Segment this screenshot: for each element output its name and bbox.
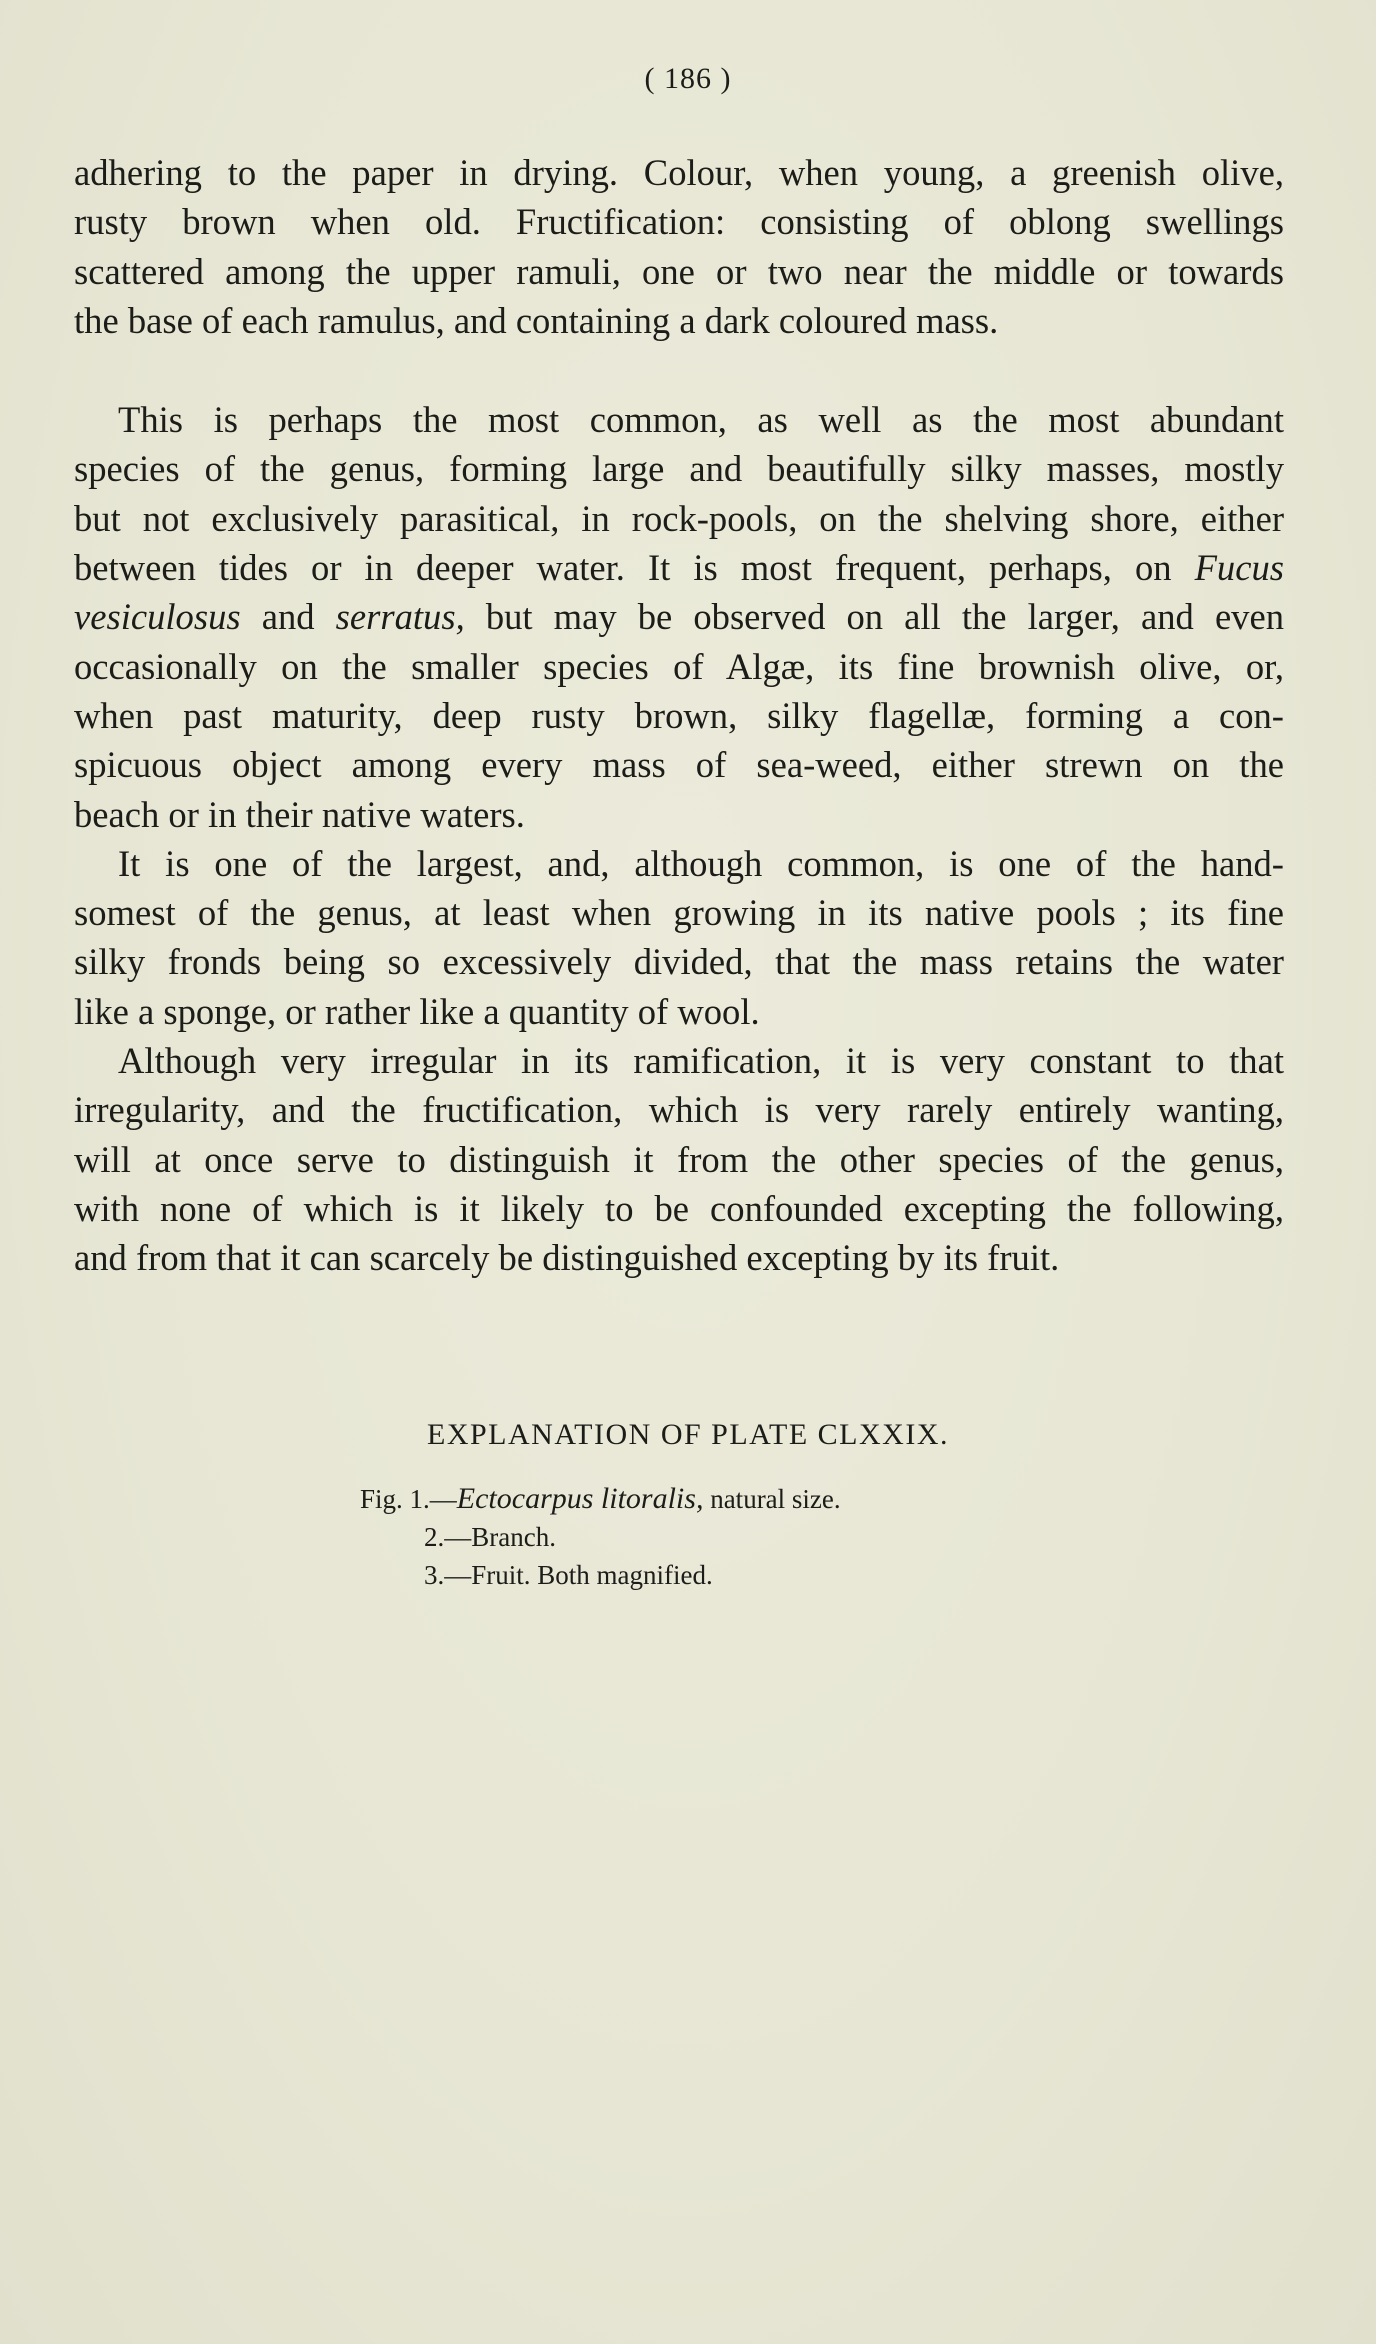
caption-prefix: Fig. 1.— [360,1484,457,1514]
figure-caption-2: 2.—Branch. [424,1522,556,1552]
text-line: irregularity, and the fructification, which is very rarely entirely wanting, [74,1089,1284,1131]
text-line: with none of which is it likely to be confounded excepting the following, [74,1187,1284,1229]
text-line: rusty brown when old. Fructification: consisting of oblong swellings [74,201,1284,243]
text-segment: between tides or in deeper water. It is most frequent, perhaps, on [74,547,1172,589]
text-line: the base of each ramulus, and containing a dark coloured mass. [74,299,999,341]
text-line: spicuous object among every mass of sea-weed, either strewn on the [74,744,1284,786]
text-line [74,592,1284,641]
text-line: like a sponge, or rather like a quantity of wool. [74,990,760,1032]
paragraph-4 [74,1036,1284,1282]
species-name: vesiculosus [74,596,241,638]
text-line: but not exclusively parasitical, in rock-pools, on the shelving shore, either [74,497,1284,539]
plate-explanation-heading: EXPLANATION OF PLATE CLXXIX. [427,1418,949,1451]
text-line: species of the genus, forming large and beautifully silky masses, mostly [74,448,1284,490]
text-line: silky fronds being so excessively divided, that the mass retains the water [74,941,1284,983]
text-line: scattered among the upper ramuli, one or two near the middle or towards [74,250,1284,292]
species-name: Ectocarpus litoralis, [456,1482,704,1515]
text-line: will at once serve to distinguish it from the other species of the genus, [74,1138,1284,1180]
text-line: It is one of the largest, and, although common, is one of the hand- [118,842,1284,884]
species-name: serratus, [335,596,465,638]
species-name: Fucus [1194,547,1284,589]
text-line: when past maturity, deep rusty brown, silky flagellæ, forming a con- [74,694,1284,736]
text-line: beach or in their native waters. [74,793,525,835]
text-line: occasionally on the smaller species of Algæ, its fine brownish olive, or, [74,645,1284,687]
text-segment: but may be observed on all the larger, and even [485,596,1284,638]
paragraph-spacer [74,345,1284,395]
figure-captions [360,1480,841,1594]
text-line [74,543,1284,592]
text-line: adhering to the paper in drying. Colour, when young, a greenish olive, [74,152,1284,193]
text-line: This is perhaps the most common, as well as the most abundant [118,399,1284,441]
caption-suffix: natural size. [710,1484,841,1514]
body-text [74,148,1284,1283]
text-line: somest of the genus, at least when growing in its native pools ; its fine [74,892,1284,934]
paragraph-2 [74,395,1284,839]
text-line: and from that it can scarcely be distinguished excepting by its fruit. [74,1237,1060,1279]
page-number: ( 186 ) [644,62,732,95]
paragraph-1 [74,148,1284,345]
text-line: Although very irregular in its ramification, it is very constant to that [118,1040,1284,1082]
paragraph-3 [74,839,1284,1036]
figure-caption-3: 3.—Fruit. Both magnified. [424,1560,713,1590]
text-segment: and [261,596,315,638]
figure-caption-1 [360,1480,841,1518]
